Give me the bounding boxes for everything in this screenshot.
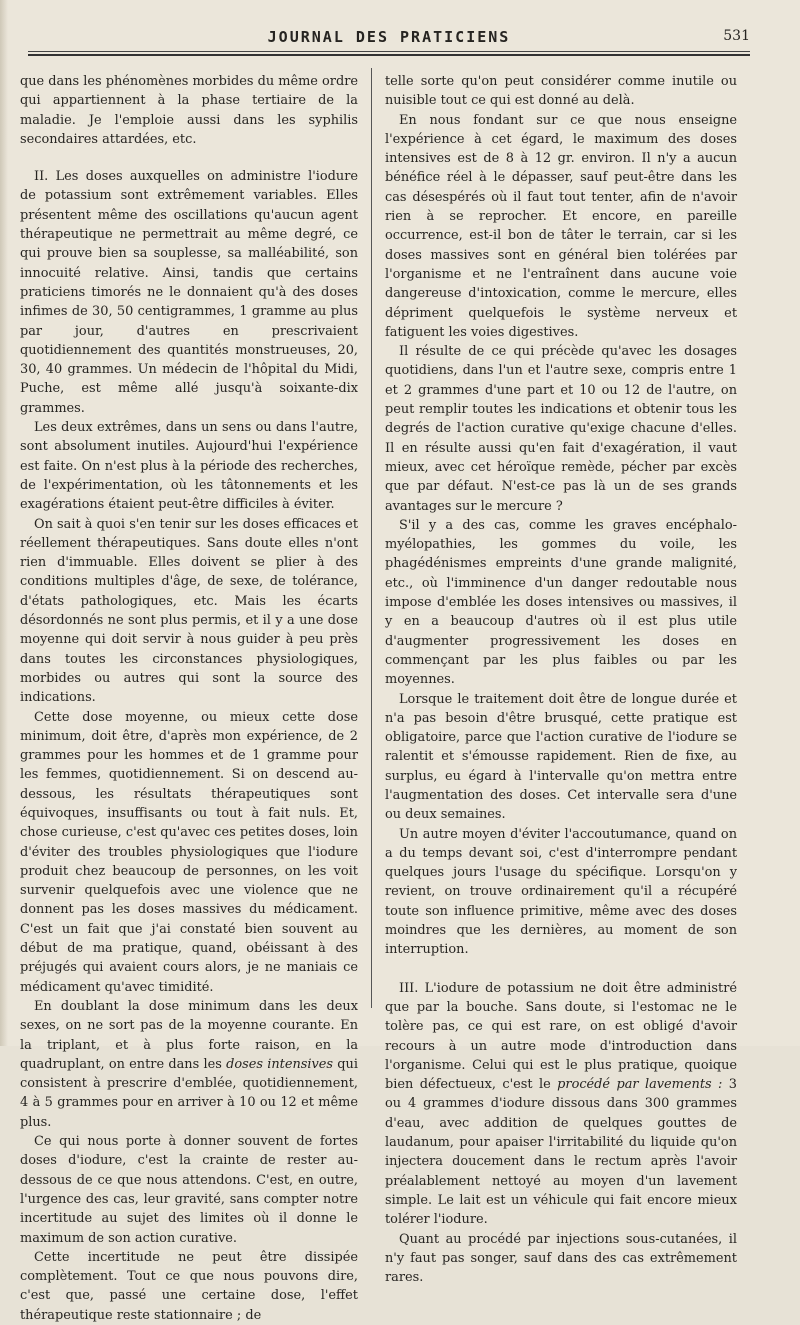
paragraph <box>385 979 737 1230</box>
text-run: En doublant la dose minimum dans les deux sexes, on ne sort pas de la moyenne courante. En la triplant, et à plus forte raison, en la quadruplant, on entre dans les <box>20 998 358 1072</box>
paragraph: Ce qui nous porte à donner souvent de fortes doses d'iodure, c'est la crainte de rester au-dessous de ce que nous attendons. C'est, en outre, l'urgence des cas, leur gravité, sans compter notre incertitude au sujet des limites où il donne le maximum de son action curative. <box>20 1134 358 1246</box>
paragraph: II. Les doses auxquelles on administre l'iodure de potassium sont extrêmement variables. Elles présentent même des oscillations qu'aucun agent thérapeutique ne permettrait au même degré, ce qui prouve bien sa souplesse, sa malléabilité, son innocuité relative. Ainsi, tandis que certains praticiens timorés ne le donnaient qu'à des doses infimes de 30, 50 centigrammes, 1 gramme au plus par jour, d'autres en prescrivaient quotidiennement des quantités monstrueuses, 20, 30, 40 grammes. Un médecin de l'hôpital du Midi, Puche, est même allé jusqu'à soixante-dix grammes. <box>20 169 358 416</box>
page-number: 531 <box>723 28 750 44</box>
running-header <box>28 28 750 50</box>
paragraph: On sait à quoi s'en tenir sur les doses efficaces et réellement thérapeutiques. Sans doute elles n'ont rien d'immuable. Elles doivent se plier à des conditions multiples d'âge, de sexe, de tolérance, d'états pathologiques, etc. Mais les écarts désordonnés ne sont plus permis, et il y a une dose moyenne qui doit servir à nous guider à peu près dans toutes les circonstances physiologiques, morbides ou autres qui sont la source des indications. <box>20 516 358 706</box>
text-run: qui consistent à prescrire d'emblée, quotidiennement, 4 à 5 grammes pour en arriver à 10 ou 12 et même plus. <box>20 1056 358 1130</box>
header-rule-thin <box>28 51 750 52</box>
right-column <box>385 72 737 1287</box>
paragraph: Lorsque le traitement doit être de longue durée et n'a pas besoin d'être brusqué, cette pratique est obligatoire, parce que l'action curative de l'iodure se ralentit et s'émousse rapidement. Rien de fixe, au surplus, eu égard à l'intervalle qu'on mettra entre l'augmentation des doses. Cet intervalle sera d'une ou deux semaines. <box>385 691 737 823</box>
italic-term: procédé par lavements : <box>557 1077 723 1093</box>
paragraph: telle sorte qu'on peut considérer comme inutile ou nuisible tout ce qui est donné au delà. <box>385 74 737 109</box>
page-binding-shadow <box>0 0 8 1046</box>
paragraph: Cette incertitude ne peut être dissipée complètement. Tout ce que nous pouvons dire, c'est que, passé une certaine dose, l'effet thérapeutique reste stationnaire ; de <box>20 1249 358 1323</box>
paragraph: Il résulte de ce qui précède qu'avec les dosages quotidiens, dans l'un et l'autre sexe, compris entre 1 et 2 grammes d'une part et 10 ou 12 de l'autre, on peut remplir toutes les indications et obtenir tous les degrés de l'action curative qu'exige chacune d'elles. Il en résulte aussi qu'en fait d'exagération, il vaut mieux, avec cet héroïque remède, pécher par excès que par défaut. N'est-ce pas là un de ses grands avantages sur le mercure ? <box>385 344 737 514</box>
header-rule-thick <box>28 54 750 56</box>
paragraph <box>20 997 358 1132</box>
journal-title: JOURNAL DES PRATICIENS <box>267 28 511 46</box>
left-column <box>20 72 358 1325</box>
text-run: III. L'iodure de potassium ne doit être administré que par la bouche. Sans doute, si l'estomac ne le tolère pas, ce qui est rare, on est obligé d'avoir recours à un autre mode d'introduction dans l'organisme. Celui qui est le plus pratique, quoique bien défectueux, c'est le <box>385 980 737 1093</box>
paragraph: S'il y a des cas, comme les graves encéphalo-myélopathies, les gommes du voile, les phagédénismes empreints d'une grande malignité, etc., où l'imminence d'un danger redoutable nous impose d'emblée les doses intensives ou massives, il y en a beaucoup d'autres où il est plus utile d'augmenter progressivement les doses en commençant par les plus faibles ou par les moyennes. <box>385 517 737 688</box>
paragraph: Quant au procédé par injections sous-cutanées, il n'y faut pas songer, sauf dans des cas extrêmement rares. <box>385 1231 737 1286</box>
paragraph: Cette dose moyenne, ou mieux cette dose minimum, doit être, d'après mon expérience, de 2 grammes pour les hommes et de 1 gramme pour les femmes, quotidiennement. Si on descend au-dessous, les résultats thérapeutiques sont équivoques, insuffisants ou tout à fait nuls. Et, chose curieuse, c'est qu'avec ces petites doses, loin d'éviter des troubles physiologiques que l'iodure produit chez beaucoup de personnes, on les voit survenir quelquefois avec une violence que ne donnent pas les doses massives du médicament. C'est un fait que j'ai constaté bien souvent au début de ma pratique, quand, obéissant à des préjugés qui avaient cours alors, je ne maniais ce médicament qu'avec timidité. <box>20 709 358 995</box>
paragraph: En nous fondant sur ce que nous enseigne l'expérience à cet égard, le maximum des doses intensives est de 8 à 12 gr. environ. Il n'y a aucun bénéfice réel à le dépasser, sauf peut-être dans les cas désespérés où il faut tout tenter, afin de n'avoir rien à se reprocher. Et encore, en pareille occurrence, est-il bon de tâter le terrain, car si les doses massives sont en général bien tolérées par l'organisme et ne l'entraînent dans aucune voie dangereuse d'intoxication, comme le mercure, elles dépriment quelquefois le système nerveux et fatiguent les voies digestives. <box>385 112 737 340</box>
paragraph: que dans les phénomènes morbides du même ordre qui appartiennent à la phase tertiaire de la maladie. Je l'emploie aussi dans les syphilis secondaires attardées, etc. <box>20 74 358 147</box>
column-separator <box>371 68 372 1008</box>
text-run: 3 ou 4 grammes d'iodure dissous dans 300 grammes d'eau, avec addition de quelques gouttes de laudanum, pour apaiser l'irritabilité du liquide qu'on injectera doucement dans le rectum après l'avoir préalablement nettoyé au moyen d'un lavement simple. Le lait est un véhicule qui fait encore mieux tolérer l'iodure. <box>385 1077 737 1228</box>
paragraph: Les deux extrêmes, dans un sens ou dans l'autre, sont absolument inutiles. Aujourd'hui l'expérience est faite. On n'est plus à la période des recherches, de l'expérimentation, où les tâtonnements et les exagérations étaient peut-être difficiles à éviter. <box>20 420 358 513</box>
paragraph: Un autre moyen d'éviter l'accoutumance, quand on a du temps devant soi, c'est d'interrompre pendant quelques jours l'usage du spécifique. Lorsqu'on y revient, on trouve ordinairement qu'il a récupéré toute son influence primitive, même avec des doses moindres que les dernières, au moment de son interruption. <box>385 826 737 958</box>
italic-term: doses intensives <box>226 1056 334 1072</box>
